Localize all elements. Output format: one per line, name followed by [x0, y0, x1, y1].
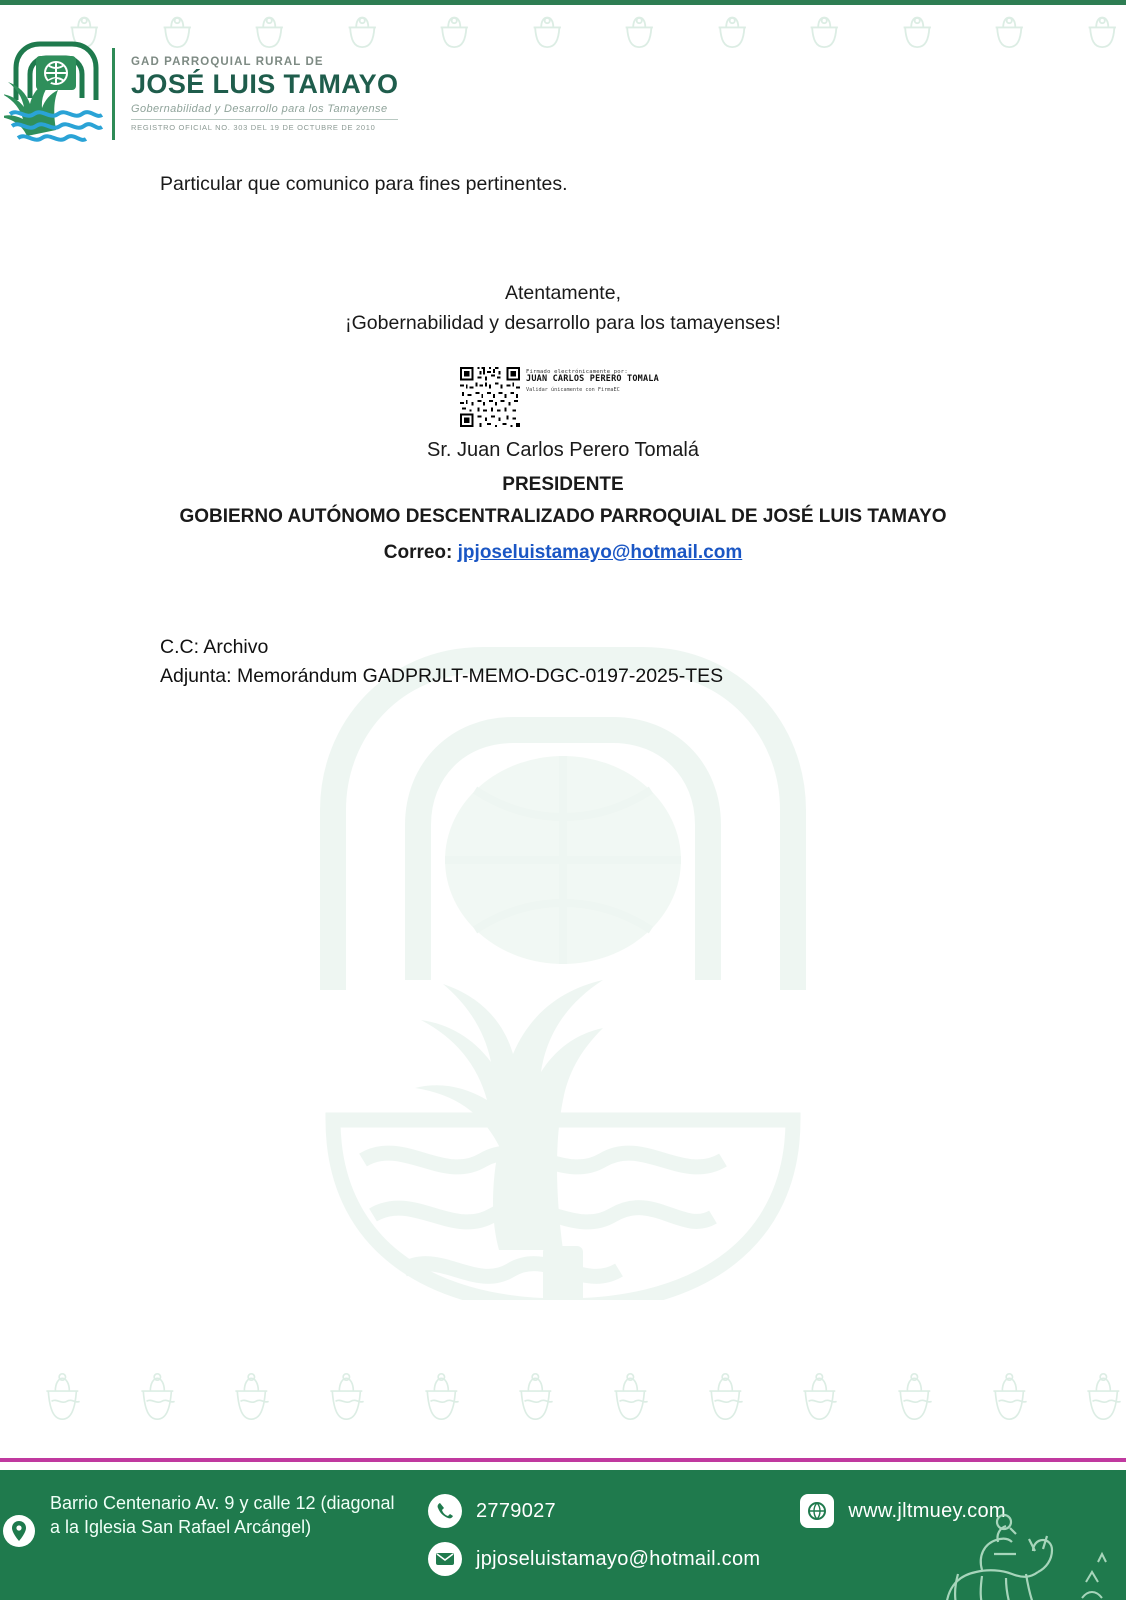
basket-motif-icon [523, 5, 572, 65]
basket-motif-icon [800, 5, 849, 65]
spacer [0, 607, 1126, 633]
signature-stamp [458, 365, 668, 429]
footer-contact-column-1 [428, 1494, 760, 1590]
basket-motif-icon [229, 1352, 274, 1448]
spacer [0, 567, 1126, 607]
basket-motif-icon [985, 5, 1034, 65]
basket-motif-icon [430, 5, 479, 65]
phone-icon [428, 1494, 462, 1528]
basket-motif-icon [608, 1352, 653, 1448]
footer-email: jpjoseluistamayo@hotmail.com [476, 1547, 761, 1570]
basket-motif-icon [419, 1352, 464, 1448]
footer-inner [0, 1470, 1126, 1600]
page-footer [0, 1470, 1126, 1600]
footer-email-row[interactable] [428, 1542, 760, 1576]
signer-organization: GOBIERNO AUTÓNOMO DESCENTRALIZADO PARROQUIAL DE JOSÉ LUIS TAMAYO [179, 506, 947, 528]
letterhead-registry: REGISTRO OFICIAL NO. 303 DEL 19 DE OCTUBRE DE 2010 [131, 122, 376, 132]
basket-motif-icon [703, 1352, 748, 1448]
footer-phone-row[interactable] [428, 1494, 760, 1528]
basket-motif-icon [1081, 1352, 1126, 1448]
letterhead-title: JOSÉ LUIS TAMAYO [131, 69, 399, 100]
letterhead-text [131, 56, 398, 131]
donkey-rider-illustration-icon [886, 1502, 1116, 1600]
basket-motif-icon [892, 1352, 937, 1448]
signer-role: PRESIDENTE [502, 473, 624, 495]
regards-block [0, 278, 1126, 338]
tail-block [160, 633, 1126, 692]
gad-crest-logo-icon [4, 38, 108, 150]
regards-line: Atentamente, [505, 282, 621, 305]
envelope-icon [428, 1542, 462, 1576]
basket-motif-icon [324, 1352, 369, 1448]
document-body [0, 170, 1126, 692]
motif-row-bottom [0, 1352, 1126, 1448]
attachment-line: Adjunta: Memorándum GADPRJLT-MEMO-DGC-0197-2025-TES [160, 665, 724, 688]
letterhead-hairline [131, 119, 398, 120]
basket-motif-icon [797, 1352, 842, 1448]
email-label: Correo: [383, 541, 453, 563]
footer-phone: 2779027 [476, 1499, 556, 1522]
signature-validation-note: Validar únicamente con FirmaEC [526, 387, 620, 394]
signer-block [0, 435, 1126, 567]
basket-motif-icon [1078, 5, 1126, 65]
letterhead-divider [112, 48, 115, 140]
signer-name: Sr. Juan Carlos Perero Tomalá [427, 438, 699, 461]
letterhead-slogan: Gobernabilidad y Desarrollo para los Tamayense [131, 102, 388, 115]
signature-signer-name: JUAN CARLOS PERERO TOMALA [526, 373, 659, 384]
location-pin-icon [2, 1514, 36, 1548]
footer-address: Barrio Centenario Av. 9 y calle 12 (diagonal a la Iglesia San Rafael Arcángel) [50, 1493, 395, 1537]
motto-line: ¡Gobernabilidad y desarrollo para los tamayenses! [345, 312, 781, 335]
closing-paragraph: Particular que comunico para fines pertinentes. [160, 173, 568, 195]
cc-line: C.C: Archivo [160, 636, 269, 659]
signature-text [526, 369, 659, 394]
basket-motif-icon [615, 5, 664, 65]
signature-signed-by: Firmado electrónicamente por: [526, 368, 628, 375]
spacer [0, 198, 1126, 278]
bottom-decorative-band [0, 1352, 1126, 1452]
basket-motif-icon [987, 1352, 1032, 1448]
footer-website: www.jltmuey.com [848, 1499, 1006, 1522]
letterhead-supertitle: GAD PARROQUIAL RURAL DE [131, 56, 324, 69]
basket-motif-icon [513, 1352, 558, 1448]
basket-motif-icon [135, 1352, 180, 1448]
qr-code-icon [458, 365, 522, 429]
signer-email-line [0, 538, 1126, 567]
pink-divider-rule [0, 1458, 1126, 1462]
letterhead [0, 38, 398, 150]
basket-motif-icon [708, 5, 757, 65]
basket-motif-icon [893, 5, 942, 65]
email-link[interactable]: jpjoseluistamayo@hotmail.com [457, 541, 743, 563]
digital-signature-block [0, 365, 1126, 429]
globe-icon [800, 1494, 834, 1528]
basket-motif-icon [40, 1352, 85, 1448]
